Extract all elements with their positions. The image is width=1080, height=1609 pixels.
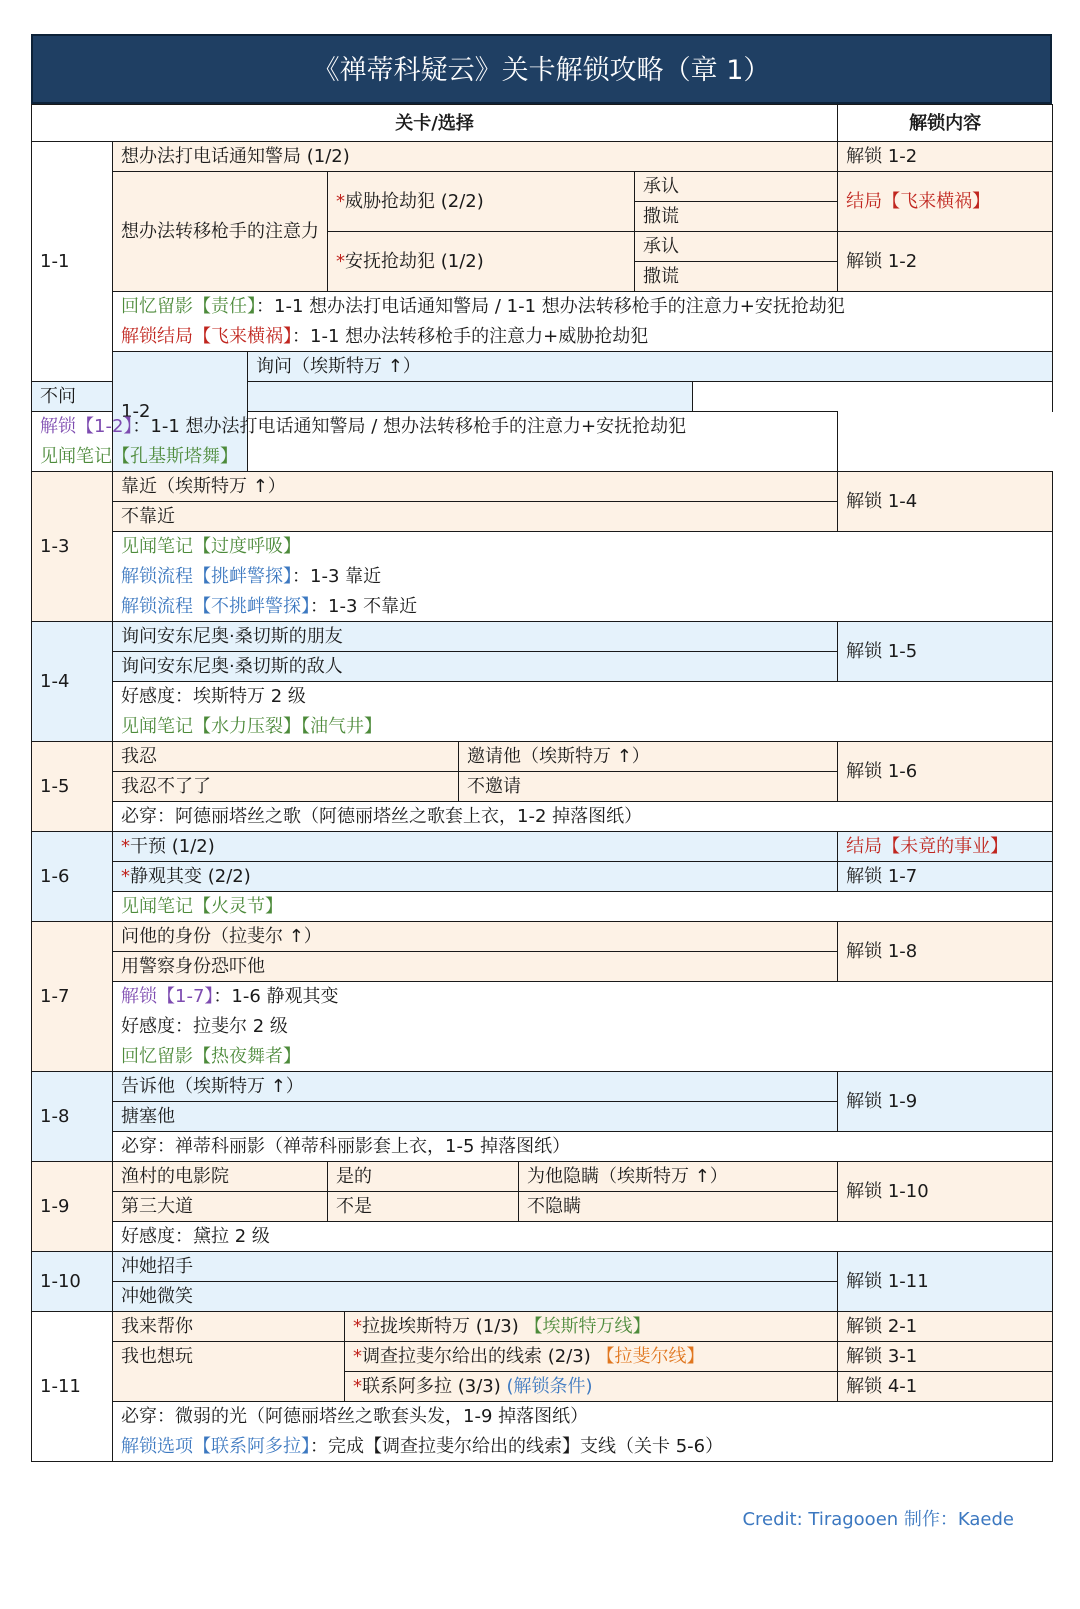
choice-text: 告诉他（埃斯特万 ↑） bbox=[113, 1072, 838, 1102]
note-line: 见闻笔记【过度呼吸】 bbox=[113, 532, 1053, 562]
sub-choice-admit: 承认 bbox=[635, 172, 838, 202]
unlock-text: 解锁 1-8 bbox=[838, 922, 1053, 982]
ending-text: 结局【飞来横祸】 bbox=[838, 172, 1053, 232]
choice-text: 不是 bbox=[328, 1192, 519, 1222]
choice-text: 我忍不了了 bbox=[113, 772, 459, 802]
stage-label: 1-10 bbox=[32, 1252, 113, 1312]
choice-text: 冲她微笑 bbox=[113, 1282, 838, 1312]
sub-choice-lie: 撒谎 bbox=[635, 262, 838, 292]
branch-choice: *联系阿多拉 (3/3) (解锁条件) bbox=[345, 1372, 838, 1402]
choice-text: 我忍 bbox=[113, 742, 459, 772]
choice-text: 为他隐瞒（埃斯特万 ↑） bbox=[519, 1162, 838, 1192]
note-line: 见闻笔记【孔基斯塔舞】 bbox=[32, 442, 838, 472]
unlock-text: 解锁 1-10 bbox=[838, 1162, 1053, 1222]
choice-text: 渔村的电影院 bbox=[113, 1162, 328, 1192]
unlock-text: 解锁 1-2 bbox=[838, 232, 1053, 292]
unlock-text: 解锁 4-1 bbox=[838, 1372, 1053, 1402]
unlock-text: 解锁 1-2 bbox=[838, 142, 1053, 172]
note-line: 解锁流程【不挑衅警探】：1-3 不靠近 bbox=[113, 592, 1053, 622]
stage-label: 1-1 bbox=[32, 142, 113, 382]
stage-label: 1-5 bbox=[32, 742, 113, 832]
header-choice: 关卡/选择 bbox=[32, 105, 838, 142]
branch-choice: *调查拉斐尔给出的线索 (2/3) 【拉斐尔线】 bbox=[345, 1342, 838, 1372]
guide-sheet bbox=[31, 34, 1052, 1462]
choice-text: 我也想玩 bbox=[113, 1342, 345, 1402]
unlock-text: 解锁 1-4 bbox=[838, 472, 1053, 532]
note-line: 回忆留影【热夜舞者】 bbox=[113, 1042, 1053, 1072]
stage-label: 1-4 bbox=[32, 622, 113, 742]
stage-label: 1-8 bbox=[32, 1072, 113, 1162]
note-line: 见闻笔记【水力压裂】【油气井】 bbox=[113, 712, 1053, 742]
stage-label: 1-7 bbox=[32, 922, 113, 1072]
credit-line: Credit: Tiragooen 制作：Kaede bbox=[742, 1509, 1014, 1530]
sub-choice-admit: 承认 bbox=[635, 232, 838, 262]
note-line: 好感度：黛拉 2 级 bbox=[113, 1222, 1053, 1252]
choice-text: 不靠近 bbox=[113, 502, 838, 532]
note-line: 见闻笔记【火灵节】 bbox=[113, 892, 1053, 922]
choice-text: 用警察身份恐吓他 bbox=[113, 952, 838, 982]
note-line: 好感度：埃斯特万 2 级 bbox=[113, 682, 1053, 712]
choice-text: 冲她招手 bbox=[113, 1252, 838, 1282]
choice-text: 问他的身份（拉斐尔 ↑） bbox=[113, 922, 838, 952]
choice-text: *静观其变 (2/2) bbox=[113, 862, 838, 892]
choice-text: 第三大道 bbox=[113, 1192, 328, 1222]
note-line: 解锁【1-2】：1-1 想办法打电话通知警局 / 想办法转移枪手的注意力+安抚抢劫犯 bbox=[32, 412, 838, 442]
note-line: 必穿：微弱的光（阿德丽塔丝之歌套头发，1-9 掉落图纸） bbox=[113, 1402, 1053, 1432]
choice-text: 不问 bbox=[32, 382, 693, 412]
stage-label: 1-3 bbox=[32, 472, 113, 622]
choice-text: 搪塞他 bbox=[113, 1102, 838, 1132]
choice-text: 询问安东尼奥·桑切斯的朋友 bbox=[113, 622, 838, 652]
note-line: 解锁选项【联系阿多拉】：完成【调查拉斐尔给出的线索】支线（关卡 5-6） bbox=[113, 1432, 1053, 1462]
choice-text: 想办法转移枪手的注意力 bbox=[113, 172, 328, 292]
choice-text: 靠近（埃斯特万 ↑） bbox=[113, 472, 838, 502]
stage-label: 1-2 bbox=[113, 352, 248, 472]
note-line: 好感度：拉斐尔 2 级 bbox=[113, 1012, 1053, 1042]
choice-text: 我来帮你 bbox=[113, 1312, 345, 1342]
branch-choice: *拉拢埃斯特万 (1/3) 【埃斯特万线】 bbox=[345, 1312, 838, 1342]
unlock-text: 解锁 2-1 bbox=[838, 1312, 1053, 1342]
unlock-table bbox=[31, 104, 1053, 1462]
choice-text: 邀请他（埃斯特万 ↑） bbox=[459, 742, 838, 772]
note-line: 必穿：阿德丽塔丝之歌（阿德丽塔丝之歌套上衣，1-2 掉落图纸） bbox=[113, 802, 1053, 832]
sub-choice-threat: *威胁抢劫犯 (2/2) bbox=[328, 172, 635, 232]
unlock-text: 解锁 1-9 bbox=[838, 1072, 1053, 1132]
choice-text: 不邀请 bbox=[459, 772, 838, 802]
note-line: 必穿：禅蒂科丽影（禅蒂科丽影套上衣，1-5 掉落图纸） bbox=[113, 1132, 1053, 1162]
choice-text: 不隐瞒 bbox=[519, 1192, 838, 1222]
stage-label: 1-6 bbox=[32, 832, 113, 922]
choice-text: *干预 (1/2) bbox=[113, 832, 838, 862]
sub-choice-lie: 撒谎 bbox=[635, 202, 838, 232]
unlock-text: 解锁 1-7 bbox=[838, 862, 1053, 892]
unlock-text: 解锁 1-5 bbox=[838, 622, 1053, 682]
ending-text: 结局【未竟的事业】 bbox=[838, 832, 1053, 862]
note-line: 解锁结局【飞来横祸】：1-1 想办法转移枪手的注意力+威胁抢劫犯 bbox=[113, 322, 1053, 352]
choice-text: 询问安东尼奥·桑切斯的敌人 bbox=[113, 652, 838, 682]
choice-text: 询问（埃斯特万 ↑） bbox=[248, 352, 1053, 382]
page-title: 《禅蒂科疑云》关卡解锁攻略（章 1） bbox=[31, 34, 1052, 104]
stage-label: 1-9 bbox=[32, 1162, 113, 1252]
header-unlock: 解锁内容 bbox=[838, 105, 1053, 142]
choice-text: 想办法打电话通知警局 (1/2) bbox=[113, 142, 838, 172]
note-line: 解锁流程【挑衅警探】：1-3 靠近 bbox=[113, 562, 1053, 592]
note-line: 解锁【1-7】：1-6 静观其变 bbox=[113, 982, 1053, 1012]
unlock-text: 解锁 3-1 bbox=[838, 1342, 1053, 1372]
stage-label: 1-11 bbox=[32, 1312, 113, 1462]
unlock-text: 解锁 1-11 bbox=[838, 1252, 1053, 1312]
note-line: 回忆留影【责任】：1-1 想办法打电话通知警局 / 1-1 想办法转移枪手的注意力+安抚抢劫犯 bbox=[113, 292, 1053, 322]
unlock-text: 解锁 1-6 bbox=[838, 742, 1053, 802]
sub-choice-appease: *安抚抢劫犯 (1/2) bbox=[328, 232, 635, 292]
choice-text: 是的 bbox=[328, 1162, 519, 1192]
